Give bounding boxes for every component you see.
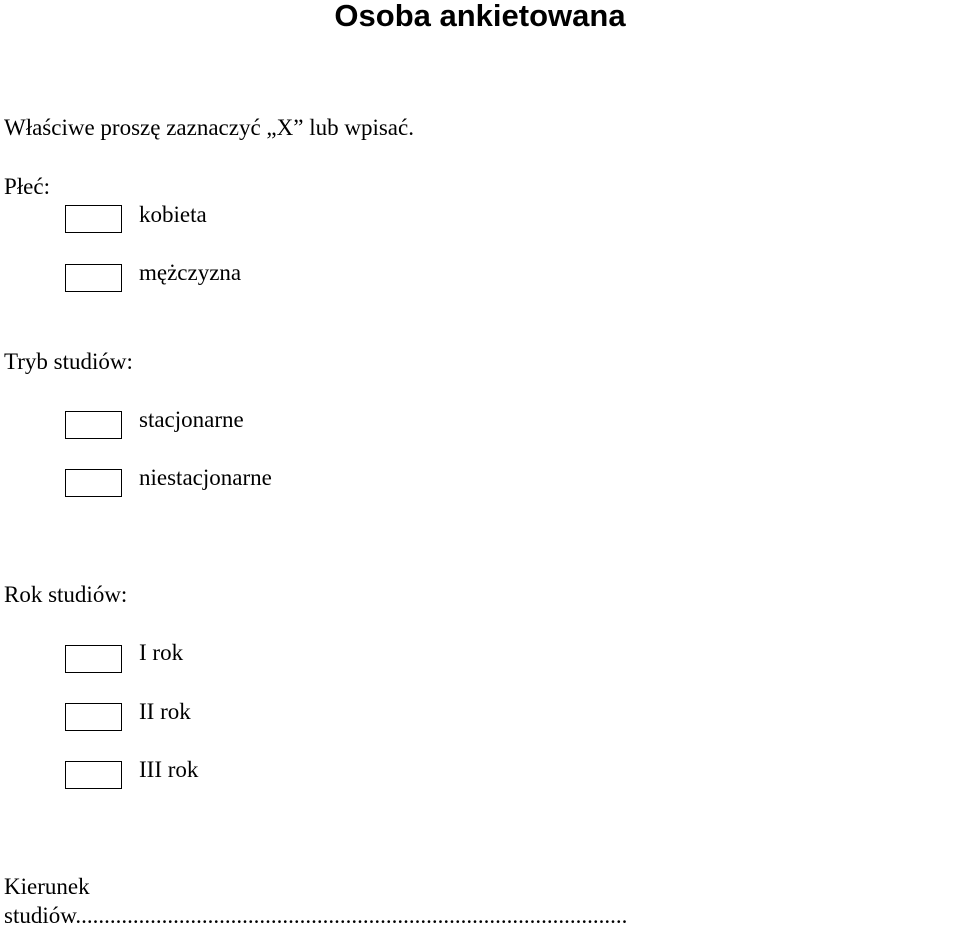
study-year-label: Rok studiów:: [4, 582, 128, 607]
study-mode-label: Tryb studiów:: [4, 349, 133, 374]
checkbox-ii-rok[interactable]: [65, 703, 122, 731]
gender-label: Płeć:: [4, 174, 50, 199]
checkbox-stacjonarne[interactable]: [65, 411, 122, 439]
page-title: Osoba ankietowana: [334, 0, 626, 33]
option-label-mezczyzna: mężczyzna: [139, 260, 242, 285]
option-label-kobieta: kobieta: [139, 202, 207, 227]
checkbox-i-rok[interactable]: [65, 645, 122, 673]
option-label-i-rok: I rok: [139, 640, 184, 665]
option-label-stacjonarne: stacjonarne: [139, 407, 244, 432]
option-label-niestacjonarne: niestacjonarne: [139, 465, 272, 490]
field-of-study-dots: ................................................................................................: [75, 904, 628, 928]
option-label-ii-rok: II rok: [139, 699, 191, 724]
field-of-study-label-cont: studiów: [4, 904, 76, 928]
checkbox-mezczyzna[interactable]: [65, 264, 122, 292]
field-of-study-label: Kierunek: [4, 874, 90, 899]
option-label-iii-rok: III rok: [139, 757, 199, 782]
checkbox-iii-rok[interactable]: [65, 761, 122, 789]
checkbox-niestacjonarne[interactable]: [65, 469, 122, 497]
field-of-study-input[interactable]: [4, 904, 960, 928]
instruction-text: Właściwe proszę zaznaczyć „X” lub wpisać.: [4, 115, 414, 140]
checkbox-kobieta[interactable]: [65, 205, 122, 233]
